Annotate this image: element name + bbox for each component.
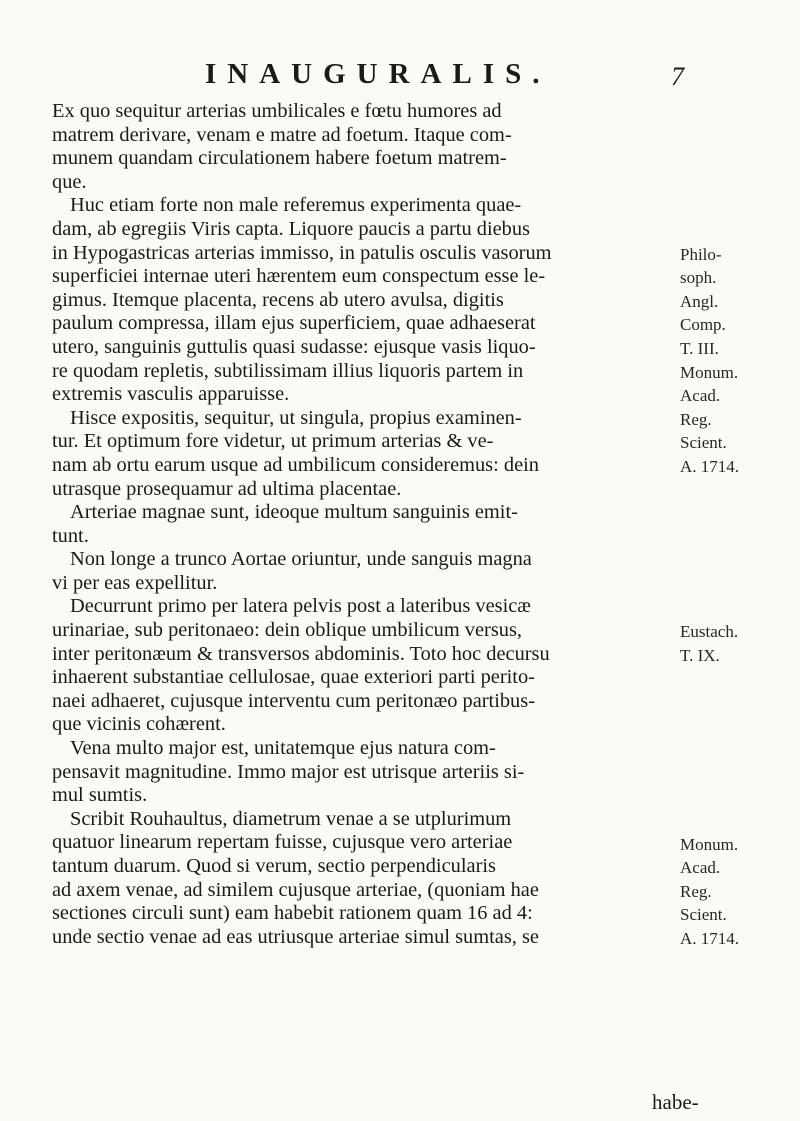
page-number: 7 [671, 62, 684, 91]
page-header [205, 58, 705, 98]
margin-note: Monum. [680, 834, 739, 854]
text-line: Scribit Rouhaultus, diametrum venae a se utplurimum [70, 807, 512, 830]
text-line: tantum duarum. Quod si verum, sectio perpendicularis [52, 855, 496, 877]
text-line: Arteriae magnae sunt, ideoque multum sanguinis emit- [70, 501, 518, 524]
margin-note: Philo- [680, 244, 722, 264]
text-line: re quodam repletis, subtilissimam illius liquoris partem in [52, 359, 524, 382]
margin-note: Monum. [680, 362, 739, 382]
text-line: in Hypogastricas arterias immisso, in patulis osculis vasorum [52, 241, 552, 264]
text-line: gimus. Itemque placenta, recens ab utero avulsa, digitis [52, 288, 504, 311]
body-text [52, 100, 692, 949]
margin-note: A. 1714. [680, 929, 740, 948]
text-line: urinariae, sub peritonaeo: dein oblique umbilicum versus, [52, 619, 523, 642]
margin-note: Scient. [680, 433, 727, 453]
text-line: superficiei internae uteri hærentem eum conspectum esse le- [52, 265, 546, 288]
margin-note: Scient. [680, 905, 727, 925]
margin-note: soph. [680, 268, 717, 288]
text-line: sectiones circuli sunt) eam habebit rationem quam 16 ad 4: [52, 902, 533, 925]
margin-note: Angl. [680, 291, 719, 311]
margin-note: Comp. [680, 315, 726, 335]
text-line: Decurrunt primo per latera pelvis post a lateribus vesicæ [70, 595, 531, 618]
margin-note: Acad. [680, 858, 721, 878]
text-line: tur. Et optimum fore videtur, ut primum arterias & ve- [52, 430, 494, 453]
text-line: mul sumtis. [52, 784, 148, 807]
text-line: unde sectio venae ad eas utriusque arteriae simul sumtas, se [52, 925, 539, 948]
margin-note: Acad. [680, 386, 721, 406]
text-line: que vicinis cohærent. [52, 713, 226, 736]
text-line: munem quandam circulationem habere foetum matrem- [52, 147, 507, 170]
margin-note: Reg. [680, 409, 712, 429]
text-line: Non longe a trunco Aortae oriuntur, unde sanguis magna [70, 548, 532, 571]
text-line: Vena multo major est, unitatemque ejus natura com- [70, 737, 496, 760]
catchword: habe- [652, 1090, 699, 1114]
text-line: utrasque prosequamur ad ultima placentae. [52, 477, 402, 500]
running-head: INAUGURALIS. [205, 58, 551, 90]
margin-note: T. III. [680, 339, 719, 358]
text-line: ad axem venae, ad similem cujusque arteriae, (quoniam hae [52, 878, 539, 901]
text-line: inhaerent substantiae cellulosae, quae exteriori parti perito- [52, 666, 535, 689]
text-line: quatuor linearum repertam fuisse, cujusque vero arteriae [52, 831, 513, 854]
text-line: naei adhaeret, cujusque interventu cum peritonæo partibus- [52, 689, 535, 712]
text-line: Huc etiam forte non male referemus experimenta quae- [70, 194, 522, 217]
text-line: Ex quo sequitur arterias umbilicales e fœtu humores ad [52, 100, 502, 122]
text-line: utero, sanguinis guttulis quasi sudasse: ejusque vasis liquo- [52, 335, 536, 358]
margin-note: Reg. [680, 881, 712, 901]
text-line: inter peritonæum & transversos abdominis. Toto hoc decursu [52, 642, 550, 665]
margin-note: T. IX. [680, 645, 720, 665]
text-line: Hisce expositis, sequitur, ut singula, propius examinen- [70, 406, 522, 429]
text-line: extremis vasculis apparuisse. [52, 383, 290, 406]
text-line: matrem derivare, venam e matre ad foetum. Itaque com- [52, 123, 512, 146]
text-line: nam ab ortu earum usque ad umbilicum consideremus: dein [52, 453, 539, 476]
margin-note: A. 1714. [680, 457, 740, 476]
text-line: tunt. [52, 524, 89, 547]
text-line: vi per eas expellitur. [52, 571, 218, 594]
text-line: paulum compressa, illam ejus superficiem, quae adhaeserat [52, 312, 536, 335]
text-line: pensavit magnitudine. Immo major est utrisque arteriis si- [52, 760, 525, 783]
text-line: que. [52, 170, 87, 193]
text-line: dam, ab egregiis Viris capta. Liquore paucis a partu diebus [52, 217, 530, 240]
margin-note: Eustach. [680, 622, 739, 642]
